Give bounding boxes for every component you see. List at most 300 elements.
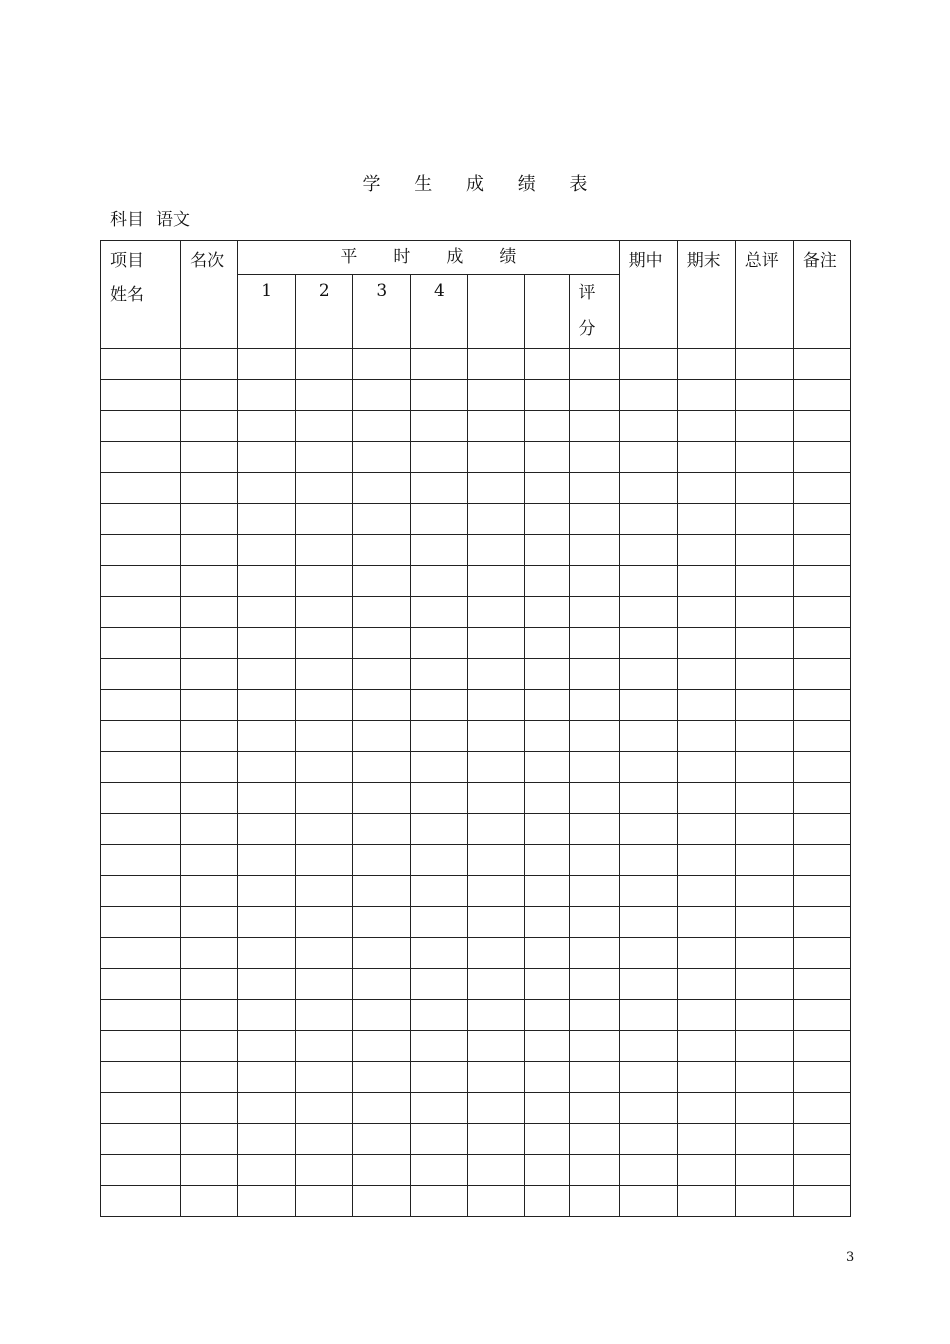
table-cell[interactable] [181,1093,238,1124]
table-cell[interactable] [569,783,619,814]
table-cell[interactable] [619,1031,677,1062]
table-cell[interactable] [619,1186,677,1217]
table-cell[interactable] [735,380,793,411]
table-cell[interactable] [411,1124,468,1155]
table-cell[interactable] [793,597,850,628]
table-cell[interactable] [619,752,677,783]
table-cell[interactable] [181,659,238,690]
table-cell[interactable] [296,628,353,659]
table-cell[interactable] [525,1093,569,1124]
table-cell[interactable] [353,969,411,1000]
table-cell[interactable] [735,783,793,814]
table-cell[interactable] [525,907,569,938]
table-cell[interactable] [181,845,238,876]
table-cell[interactable] [569,628,619,659]
table-cell[interactable] [238,473,296,504]
table-cell[interactable] [468,349,525,380]
table-cell[interactable] [677,535,735,566]
table-cell[interactable] [101,411,181,442]
table-cell[interactable] [793,1093,850,1124]
table-cell[interactable] [353,814,411,845]
table-cell[interactable] [181,1031,238,1062]
table-cell[interactable] [569,659,619,690]
table-cell[interactable] [238,690,296,721]
table-cell[interactable] [525,1031,569,1062]
table-cell[interactable] [619,597,677,628]
table-cell[interactable] [677,876,735,907]
table-cell[interactable] [101,1000,181,1031]
table-cell[interactable] [101,1031,181,1062]
table-cell[interactable] [468,380,525,411]
table-cell[interactable] [619,690,677,721]
table-cell[interactable] [101,814,181,845]
table-cell[interactable] [101,1062,181,1093]
table-cell[interactable] [793,690,850,721]
table-cell[interactable] [793,907,850,938]
table-cell[interactable] [411,1155,468,1186]
table-cell[interactable] [569,473,619,504]
table-cell[interactable] [735,659,793,690]
table-cell[interactable] [569,349,619,380]
table-cell[interactable] [793,938,850,969]
table-cell[interactable] [296,690,353,721]
table-cell[interactable] [793,721,850,752]
table-cell[interactable] [569,1124,619,1155]
table-cell[interactable] [468,1000,525,1031]
table-cell[interactable] [238,845,296,876]
table-cell[interactable] [468,659,525,690]
table-cell[interactable] [296,535,353,566]
table-cell[interactable] [353,783,411,814]
table-cell[interactable] [468,814,525,845]
table-cell[interactable] [411,845,468,876]
table-cell[interactable] [677,1124,735,1155]
table-cell[interactable] [793,1000,850,1031]
table-cell[interactable] [793,1155,850,1186]
table-cell[interactable] [619,845,677,876]
table-cell[interactable] [238,721,296,752]
table-cell[interactable] [181,566,238,597]
table-cell[interactable] [619,504,677,535]
table-cell[interactable] [569,1031,619,1062]
table-cell[interactable] [468,566,525,597]
table-cell[interactable] [677,411,735,442]
table-cell[interactable] [468,1031,525,1062]
table-cell[interactable] [677,659,735,690]
table-cell[interactable] [238,1031,296,1062]
table-cell[interactable] [353,380,411,411]
table-cell[interactable] [353,504,411,535]
table-cell[interactable] [677,1186,735,1217]
table-cell[interactable] [411,659,468,690]
table-cell[interactable] [735,814,793,845]
table-cell[interactable] [677,628,735,659]
table-cell[interactable] [101,690,181,721]
table-cell[interactable] [677,442,735,473]
table-cell[interactable] [353,349,411,380]
table-cell[interactable] [468,1155,525,1186]
table-cell[interactable] [353,1155,411,1186]
table-cell[interactable] [569,938,619,969]
table-cell[interactable] [411,566,468,597]
table-cell[interactable] [735,876,793,907]
table-cell[interactable] [411,628,468,659]
table-cell[interactable] [296,938,353,969]
table-cell[interactable] [619,473,677,504]
table-cell[interactable] [793,845,850,876]
table-cell[interactable] [296,721,353,752]
table-cell[interactable] [468,473,525,504]
table-cell[interactable] [677,721,735,752]
table-cell[interactable] [181,597,238,628]
table-cell[interactable] [296,1155,353,1186]
table-cell[interactable] [101,566,181,597]
table-cell[interactable] [101,938,181,969]
table-cell[interactable] [735,597,793,628]
table-cell[interactable] [411,411,468,442]
table-cell[interactable] [101,380,181,411]
table-cell[interactable] [181,473,238,504]
table-cell[interactable] [619,659,677,690]
table-cell[interactable] [677,1000,735,1031]
table-cell[interactable] [238,1186,296,1217]
table-cell[interactable] [569,535,619,566]
table-cell[interactable] [296,566,353,597]
table-cell[interactable] [619,380,677,411]
table-cell[interactable] [525,628,569,659]
table-cell[interactable] [353,721,411,752]
table-cell[interactable] [411,442,468,473]
table-cell[interactable] [619,1062,677,1093]
table-cell[interactable] [238,442,296,473]
table-cell[interactable] [238,1155,296,1186]
table-cell[interactable] [735,566,793,597]
table-cell[interactable] [619,411,677,442]
table-cell[interactable] [525,504,569,535]
table-cell[interactable] [468,1062,525,1093]
table-cell[interactable] [735,411,793,442]
table-cell[interactable] [677,907,735,938]
table-cell[interactable] [569,566,619,597]
table-cell[interactable] [411,814,468,845]
table-cell[interactable] [181,1155,238,1186]
table-cell[interactable] [411,721,468,752]
table-cell[interactable] [735,1124,793,1155]
table-cell[interactable] [735,349,793,380]
table-cell[interactable] [619,907,677,938]
table-cell[interactable] [353,752,411,783]
table-cell[interactable] [735,721,793,752]
table-cell[interactable] [411,380,468,411]
table-cell[interactable] [101,783,181,814]
table-cell[interactable] [296,1031,353,1062]
table-cell[interactable] [793,969,850,1000]
table-cell[interactable] [793,1124,850,1155]
table-cell[interactable] [296,380,353,411]
table-cell[interactable] [238,1000,296,1031]
table-cell[interactable] [296,752,353,783]
table-cell[interactable] [353,1124,411,1155]
table-cell[interactable] [101,473,181,504]
table-cell[interactable] [101,907,181,938]
table-cell[interactable] [793,659,850,690]
table-cell[interactable] [101,1155,181,1186]
table-cell[interactable] [238,814,296,845]
table-cell[interactable] [677,1031,735,1062]
table-cell[interactable] [296,1062,353,1093]
table-cell[interactable] [296,814,353,845]
table-cell[interactable] [353,659,411,690]
table-cell[interactable] [353,845,411,876]
table-cell[interactable] [619,938,677,969]
table-cell[interactable] [181,814,238,845]
table-cell[interactable] [238,411,296,442]
table-cell[interactable] [296,1093,353,1124]
table-cell[interactable] [468,938,525,969]
table-cell[interactable] [569,969,619,1000]
table-cell[interactable] [677,969,735,1000]
table-cell[interactable] [238,535,296,566]
table-cell[interactable] [238,597,296,628]
table-cell[interactable] [735,1155,793,1186]
table-cell[interactable] [569,752,619,783]
table-cell[interactable] [181,752,238,783]
table-cell[interactable] [677,380,735,411]
table-cell[interactable] [468,907,525,938]
table-cell[interactable] [619,1155,677,1186]
table-cell[interactable] [793,783,850,814]
table-cell[interactable] [619,783,677,814]
table-cell[interactable] [411,1031,468,1062]
table-cell[interactable] [181,721,238,752]
table-cell[interactable] [793,566,850,597]
table-cell[interactable] [735,1062,793,1093]
table-cell[interactable] [296,907,353,938]
table-cell[interactable] [735,535,793,566]
table-cell[interactable] [793,504,850,535]
table-cell[interactable] [525,411,569,442]
table-cell[interactable] [793,876,850,907]
table-cell[interactable] [525,783,569,814]
table-cell[interactable] [296,1186,353,1217]
table-cell[interactable] [238,628,296,659]
table-cell[interactable] [735,1000,793,1031]
table-cell[interactable] [735,690,793,721]
table-cell[interactable] [411,1186,468,1217]
table-cell[interactable] [238,783,296,814]
table-cell[interactable] [525,845,569,876]
table-cell[interactable] [619,721,677,752]
table-cell[interactable] [619,442,677,473]
table-cell[interactable] [101,845,181,876]
table-cell[interactable] [735,907,793,938]
table-cell[interactable] [101,659,181,690]
table-cell[interactable] [353,690,411,721]
table-cell[interactable] [411,504,468,535]
table-cell[interactable] [793,473,850,504]
table-cell[interactable] [735,473,793,504]
table-cell[interactable] [525,597,569,628]
table-cell[interactable] [525,1124,569,1155]
table-cell[interactable] [181,1186,238,1217]
table-cell[interactable] [296,876,353,907]
table-cell[interactable] [525,969,569,1000]
table-cell[interactable] [468,597,525,628]
table-cell[interactable] [619,1000,677,1031]
table-cell[interactable] [677,814,735,845]
table-cell[interactable] [411,597,468,628]
table-cell[interactable] [238,659,296,690]
table-cell[interactable] [353,1062,411,1093]
table-cell[interactable] [525,1155,569,1186]
table-cell[interactable] [181,876,238,907]
table-cell[interactable] [569,1062,619,1093]
table-cell[interactable] [296,349,353,380]
table-cell[interactable] [677,504,735,535]
table-cell[interactable] [525,814,569,845]
table-cell[interactable] [181,783,238,814]
table-cell[interactable] [569,380,619,411]
table-cell[interactable] [238,349,296,380]
table-cell[interactable] [181,1062,238,1093]
table-cell[interactable] [735,969,793,1000]
table-cell[interactable] [468,876,525,907]
table-cell[interactable] [468,1093,525,1124]
table-cell[interactable] [353,907,411,938]
table-cell[interactable] [353,628,411,659]
table-cell[interactable] [677,597,735,628]
table-cell[interactable] [238,752,296,783]
table-cell[interactable] [619,566,677,597]
table-cell[interactable] [468,411,525,442]
table-cell[interactable] [238,969,296,1000]
table-cell[interactable] [468,690,525,721]
table-cell[interactable] [353,1000,411,1031]
table-cell[interactable] [353,876,411,907]
table-cell[interactable] [468,845,525,876]
table-cell[interactable] [677,938,735,969]
table-cell[interactable] [238,907,296,938]
table-cell[interactable] [181,349,238,380]
table-cell[interactable] [525,721,569,752]
table-cell[interactable] [353,566,411,597]
table-cell[interactable] [735,845,793,876]
table-cell[interactable] [735,504,793,535]
table-cell[interactable] [569,1155,619,1186]
table-cell[interactable] [296,1124,353,1155]
table-cell[interactable] [569,721,619,752]
table-cell[interactable] [793,349,850,380]
table-cell[interactable] [793,814,850,845]
table-cell[interactable] [525,535,569,566]
table-cell[interactable] [525,380,569,411]
table-cell[interactable] [525,1000,569,1031]
table-cell[interactable] [296,969,353,1000]
table-cell[interactable] [101,721,181,752]
table-cell[interactable] [238,1062,296,1093]
table-cell[interactable] [569,1000,619,1031]
table-cell[interactable] [353,411,411,442]
table-cell[interactable] [793,411,850,442]
table-cell[interactable] [353,473,411,504]
table-cell[interactable] [677,1062,735,1093]
table-cell[interactable] [677,1093,735,1124]
table-cell[interactable] [569,690,619,721]
table-cell[interactable] [411,876,468,907]
table-cell[interactable] [296,659,353,690]
table-cell[interactable] [181,690,238,721]
table-cell[interactable] [101,442,181,473]
table-cell[interactable] [101,504,181,535]
table-cell[interactable] [101,1186,181,1217]
table-cell[interactable] [411,752,468,783]
table-cell[interactable] [101,1093,181,1124]
table-cell[interactable] [411,535,468,566]
table-cell[interactable] [619,1093,677,1124]
table-cell[interactable] [619,876,677,907]
table-cell[interactable] [793,1186,850,1217]
table-cell[interactable] [569,1093,619,1124]
table-cell[interactable] [353,597,411,628]
table-cell[interactable] [677,845,735,876]
table-cell[interactable] [468,1124,525,1155]
table-cell[interactable] [353,1093,411,1124]
table-cell[interactable] [468,442,525,473]
table-cell[interactable] [735,1186,793,1217]
table-cell[interactable] [735,1031,793,1062]
table-cell[interactable] [735,938,793,969]
table-cell[interactable] [677,566,735,597]
table-cell[interactable] [101,1124,181,1155]
table-cell[interactable] [677,349,735,380]
table-cell[interactable] [525,938,569,969]
table-cell[interactable] [238,566,296,597]
table-cell[interactable] [793,628,850,659]
table-cell[interactable] [677,690,735,721]
table-cell[interactable] [793,752,850,783]
table-cell[interactable] [735,752,793,783]
table-cell[interactable] [525,876,569,907]
table-cell[interactable] [569,504,619,535]
table-cell[interactable] [468,783,525,814]
table-cell[interactable] [619,969,677,1000]
table-cell[interactable] [101,876,181,907]
table-cell[interactable] [411,473,468,504]
table-cell[interactable] [525,566,569,597]
table-cell[interactable] [353,442,411,473]
table-cell[interactable] [525,752,569,783]
table-cell[interactable] [238,876,296,907]
table-cell[interactable] [793,1062,850,1093]
table-cell[interactable] [677,1155,735,1186]
table-cell[interactable] [411,690,468,721]
table-cell[interactable] [793,442,850,473]
table-cell[interactable] [411,938,468,969]
table-cell[interactable] [411,349,468,380]
table-cell[interactable] [181,442,238,473]
table-cell[interactable] [569,876,619,907]
table-cell[interactable] [793,1031,850,1062]
table-cell[interactable] [296,1000,353,1031]
table-cell[interactable] [238,504,296,535]
table-cell[interactable] [238,938,296,969]
table-cell[interactable] [181,907,238,938]
table-cell[interactable] [101,535,181,566]
table-cell[interactable] [296,597,353,628]
table-cell[interactable] [101,349,181,380]
table-cell[interactable] [569,411,619,442]
table-cell[interactable] [238,1124,296,1155]
